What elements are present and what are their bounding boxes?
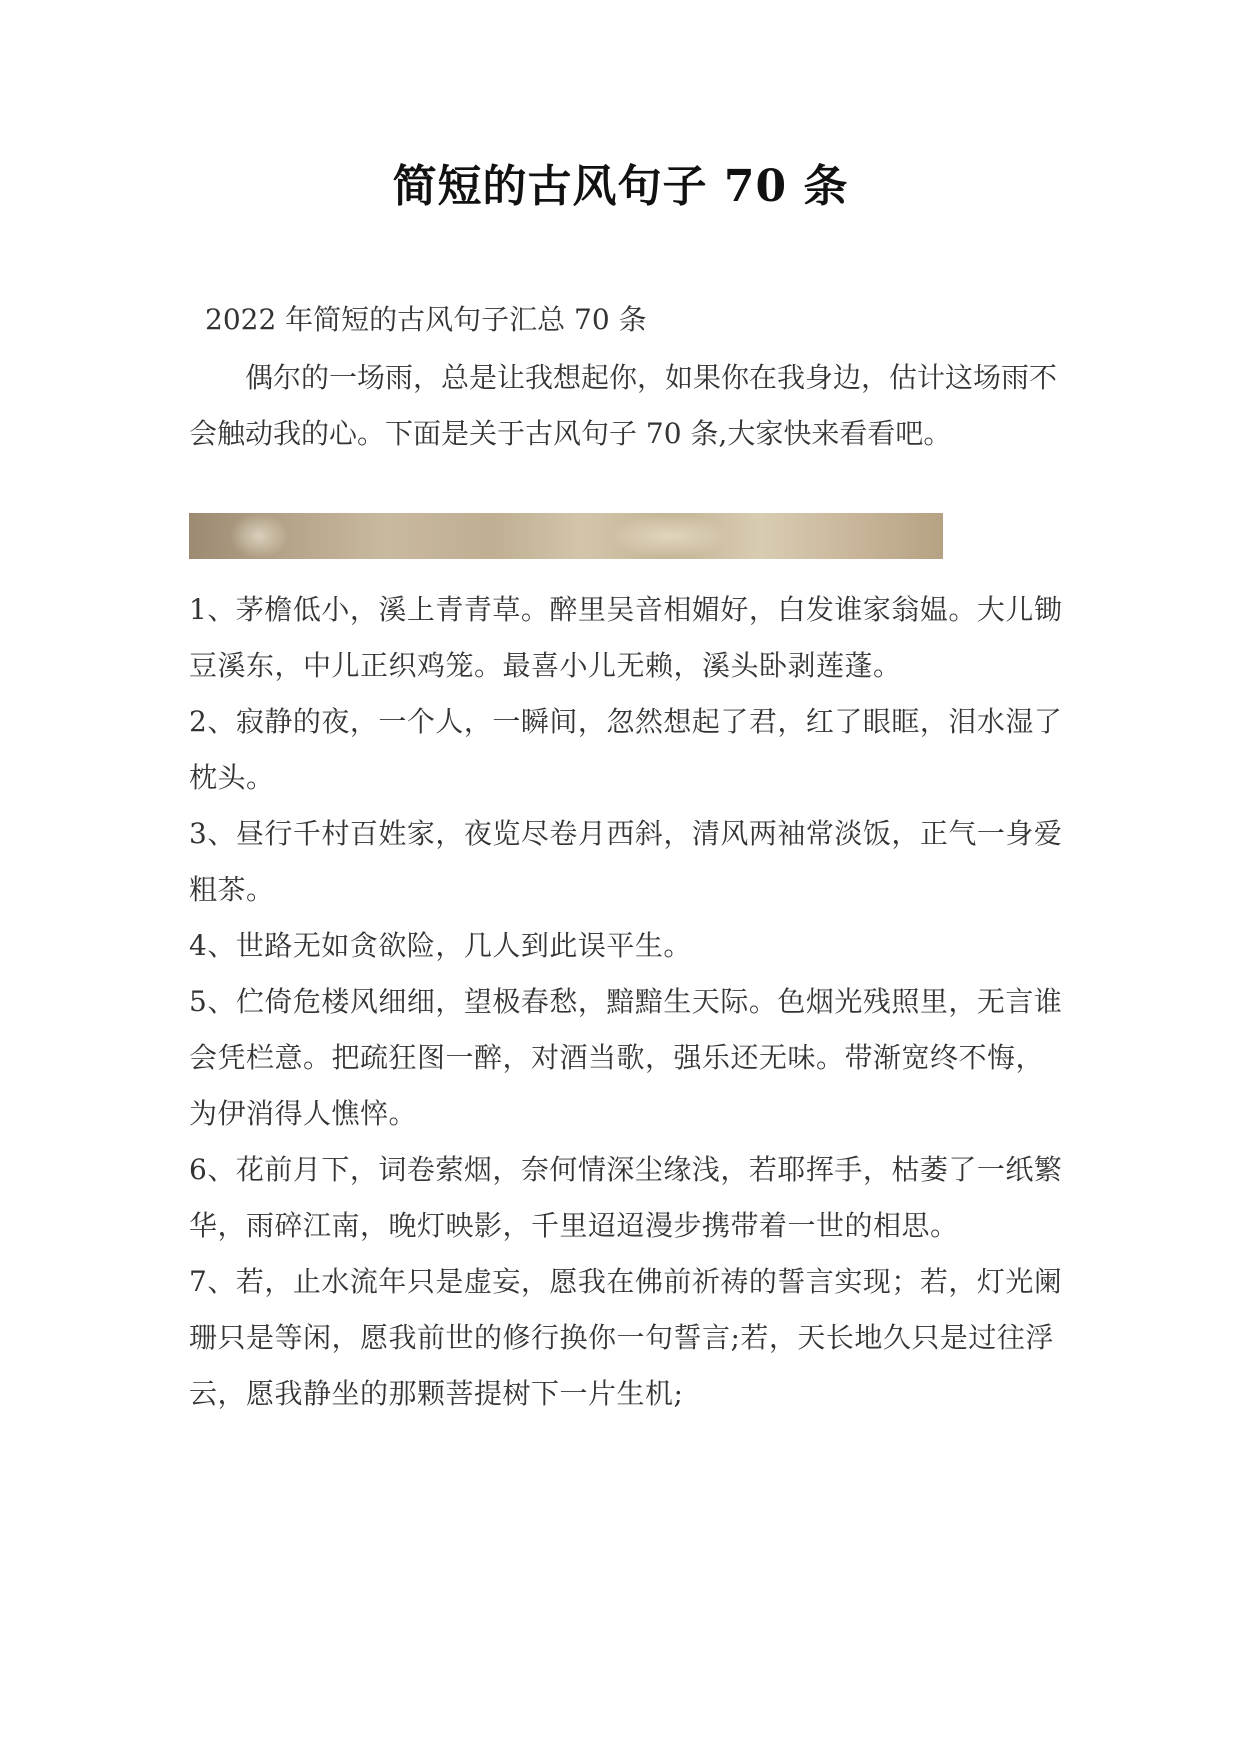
list-item: 2、寂静的夜，一个人，一瞬间，忽然想起了君，红了眼眶，泪水湿了枕头。 [189,705,1063,794]
list-item: 7、若，止水流年只是虚妄，愿我在佛前祈祷的誓言实现；若，灯光阑珊只是等闲，愿我前世的修行换你一句誓言;若，天长地久只是过往浮云，愿我静坐的那颗菩提树下一片生机; [189,1265,1063,1410]
decorative-banner-image [189,513,943,559]
sentence-list [189,582,1069,1422]
list-item: 5、伫倚危楼风细细，望极春愁，黯黯生天际。色烟光残照里，无言谁会凭栏意。把疏狂图一醉，对酒当歌，强乐还无味。带渐宽终不悔，为伊消得人憔悴。 [189,985,1063,1130]
subtitle: 2022 年简短的古风句子汇总 70 条 [205,303,647,336]
list-item: 3、昼行千村百姓家，夜览尽卷月西斜，清风两袖常淡饭，正气一身爱粗茶。 [189,817,1063,906]
page-title: 简短的古风句子 70 条 [392,161,849,212]
intro-paragraph: 偶尔的一场雨，总是让我想起你，如果你在我身边，估计这场雨不会触动我的心。下面是关于古风句子 70 条,大家快来看看吧。 [189,361,1058,450]
list-item: 4、世路无如贪欲险，几人到此误平生。 [189,929,692,962]
list-item: 6、花前月下，词卷萦烟，奈何情深尘缘浅，若耶挥手，枯萎了一纸繁华，雨碎江南，晚灯映影，千里迢迢漫步携带着一世的相思。 [189,1153,1063,1242]
list-item: 1、茅檐低小，溪上青青草。醉里吴音相媚好，白发谁家翁媪。大儿锄豆溪东，中儿正织鸡笼。最喜小儿无赖，溪头卧剥莲蓬。 [189,593,1063,682]
